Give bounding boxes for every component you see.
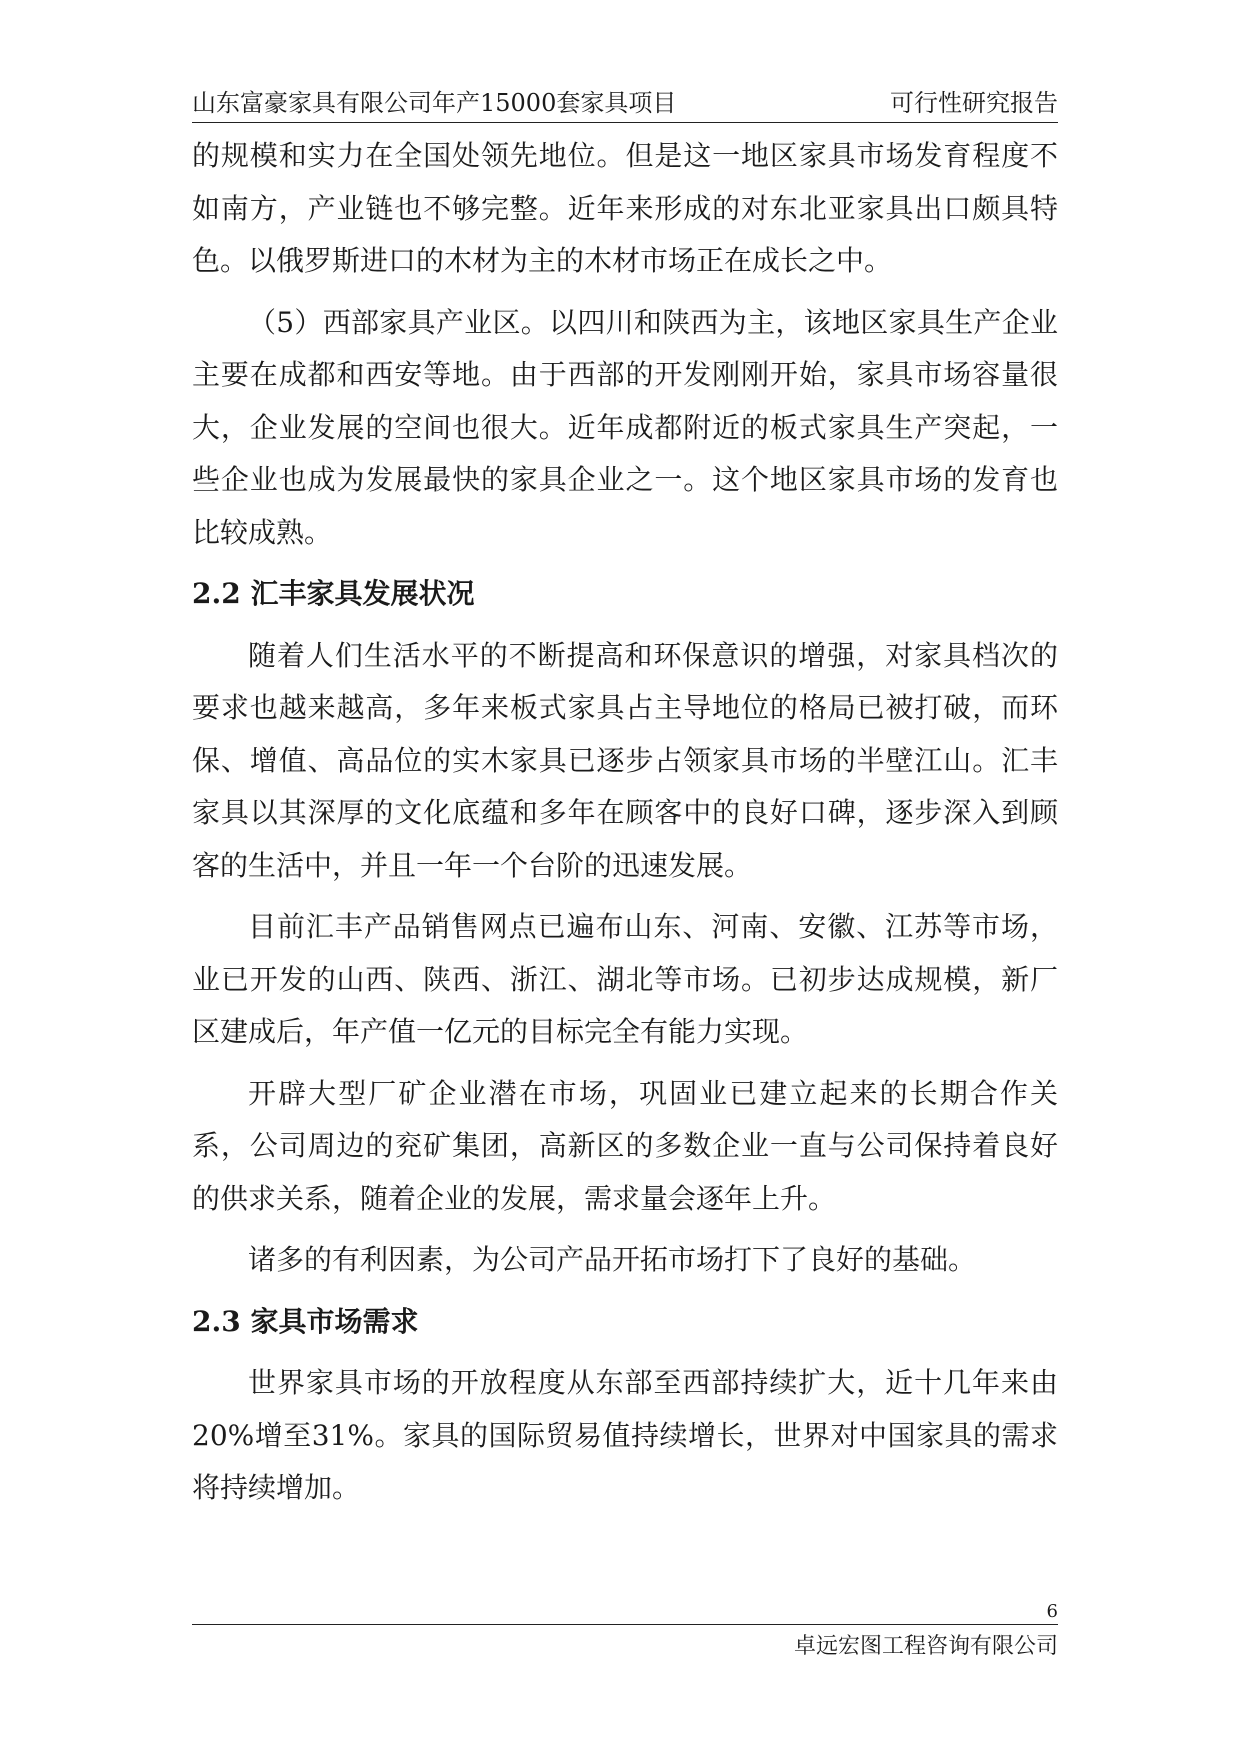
header-project-title: 山东富豪家具有限公司年产15000套家具项目 <box>192 89 677 117</box>
page-header <box>192 88 1058 123</box>
section-heading-2-3: 2.3 家具市场需求 <box>192 1304 419 1338</box>
footer-company-name: 卓远宏图工程咨询有限公司 <box>793 1634 1058 1659</box>
paragraph-sales-network: 目前汇丰产品销售网点已遍布山东、河南、安徽、江苏等市场，业已开发的山西、陕西、浙江、湖北等市场。已初步达成规模，新厂区建成后，年产值一亿元的目标完全有能力实现。 <box>192 910 1058 1048</box>
section-heading-2-2: 2.2 汇丰家具发展状况 <box>192 577 475 610</box>
paragraph-enterprise-market: 开辟大型厂矿企业潜在市场，巩固业已建立起来的长期合作关系，公司周边的兖矿集团，高新区的多数企业一直与公司保持着良好的供求关系，随着企业的发展，需求量会逐年上升。 <box>192 1076 1058 1215</box>
header-report-type: 可行性研究报告 <box>890 89 1058 117</box>
paragraph-favorable-factors: 诸多的有利因素，为公司产品开拓市场打下了良好的基础。 <box>248 1243 977 1276</box>
footer-divider <box>192 1624 1058 1625</box>
paragraph-continuation: 的规模和实力在全国处领先地位。但是这一地区家具市场发育程度不如南方，产业链也不够完整。近年来形成的对东北亚家具出口颇具特色。以俄罗斯进口的木材为主的木材市场正在成长之中。 <box>192 139 1058 277</box>
paragraph-market-demand: 世界家具市场的开放程度从东部至西部持续扩大，近十几年来由20%增至31%。家具的国际贸易值持续增长，世界对中国家具的需求将持续增加。 <box>192 1366 1058 1504</box>
paragraph-huifeng-development: 随着人们生活水平的不断提高和环保意识的增强，对家具档次的要求也越来越高，多年来板式家具占主导地位的格局已被打破，而环保、增值、高品位的实木家具已逐步占领家具市场的半壁江山。汇丰家具以其深厚的文化底蕴和多年在顾客中的良好口碑，逐步深入到顾客的生活中，并且一年一个台阶的迅速发展。 <box>192 638 1058 882</box>
page-number: 6 <box>1046 1601 1058 1622</box>
paragraph-western-region: （5）西部家具产业区。以四川和陕西为主，该地区家具生产企业主要在成都和西安等地。由于西部的开发刚刚开始，家具市场容量很大，企业发展的空间也很大。近年成都附近的板式家具生产突起，一些企业也成为发展最快的家具企业之一。这个地区家具市场的发育也比较成熟。 <box>192 305 1058 549</box>
page-body <box>192 130 1058 1524</box>
